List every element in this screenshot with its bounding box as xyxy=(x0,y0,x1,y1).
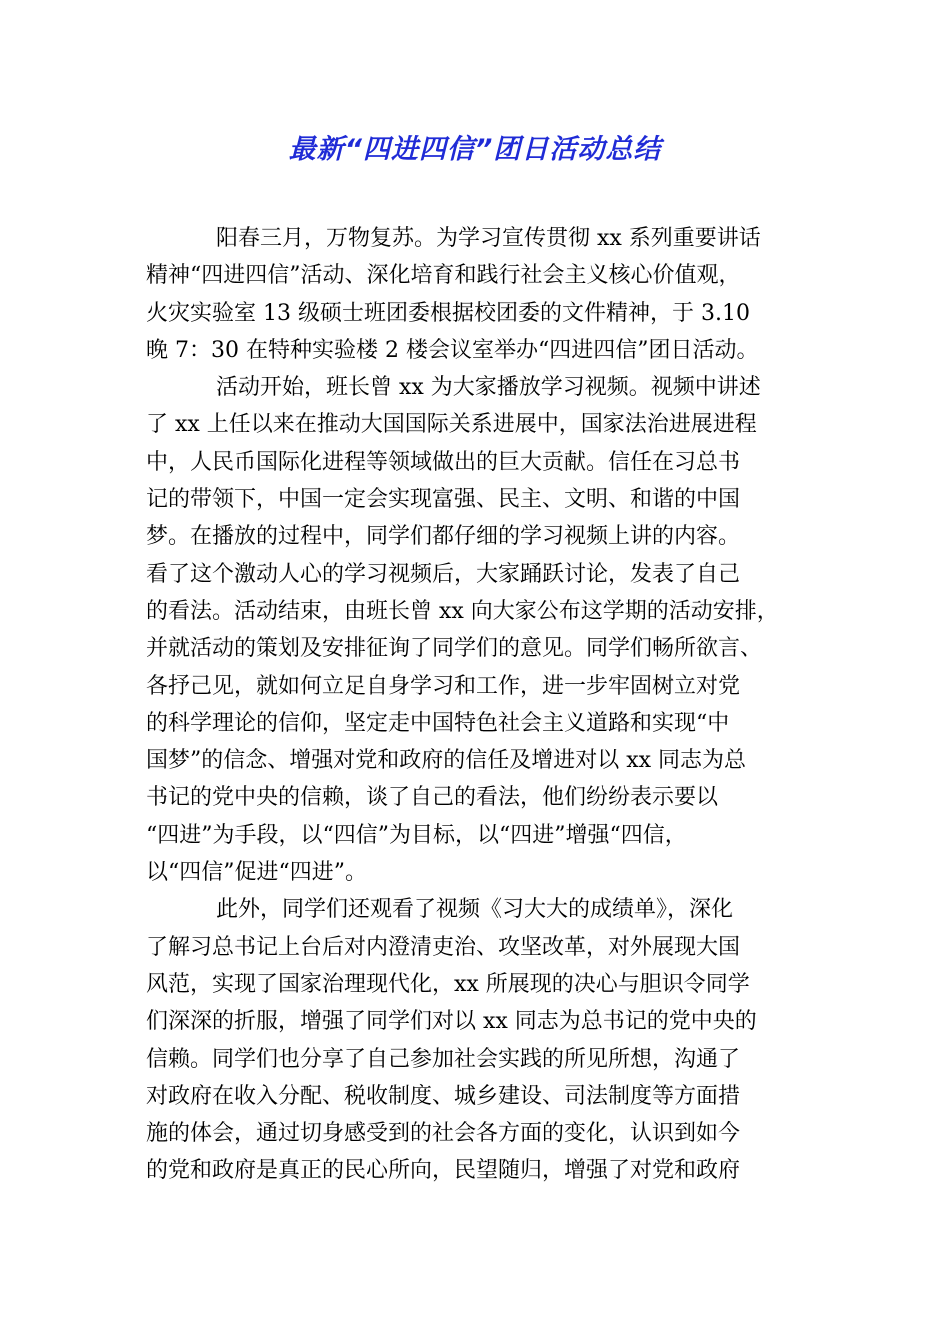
text-line: 国梦”的信念、增强对党和政府的信任及增进对以 xx 同志为总 xyxy=(146,748,747,774)
text-line: 对政府在收入分配、税收制度、城乡建设、司法制度等方面措 xyxy=(146,1083,741,1109)
text-line: 了解习总书记上台后对内澄清吏治、攻坚改革，对外展现大国 xyxy=(146,934,741,960)
text-line: 了 xx 上任以来在推动大国国际关系进展中，国家法治进展进程 xyxy=(146,412,757,438)
text-line: 并就活动的策划及安排征询了同学们的意见。同学们畅所欲言、 xyxy=(146,636,763,662)
text-line: 阳春三月，万物复苏。为学习宣传贯彻 xx 系列重要讲话 xyxy=(216,226,761,251)
text-line: 精神“四进四信”活动、深化培育和践行社会主义核心价值观， xyxy=(146,263,741,289)
text-line: 火灾实验室 13 级硕士班团委根据校团委的文件精神，于 3.10 xyxy=(146,300,750,326)
text-line: 书记的党中央的信赖，谈了自己的看法，他们纷纷表示要以 xyxy=(146,785,719,811)
text-line: 以“四信”促进“四进”。 xyxy=(146,860,367,886)
text-line: 们深深的折服，增强了同学们对以 xx 同志为总书记的党中央的 xyxy=(146,1009,757,1035)
text-line: 的看法。活动结束，由班长曾 xx 向大家公布这学期的活动安排， xyxy=(146,598,779,624)
document-body xyxy=(146,220,804,1190)
document-title: 最新“四进四信”团日活动总结 xyxy=(288,134,662,165)
text-line: 晚 7：30 在特种实验楼 2 楼会议室举办“四进四信”团日活动。 xyxy=(146,337,759,363)
text-line: 的党和政府是真正的民心所向，民望随归，增强了对党和政府 xyxy=(146,1158,741,1184)
text-line: 的科学理论的信仰，坚定走中国特色社会主义道路和实现“中 xyxy=(146,710,730,736)
text-line: 记的带领下，中国一定会实现富强、民主、文明、和谐的中国 xyxy=(146,487,741,513)
text-line: 活动开始，班长曾 xx 为大家播放学习视频。视频中讲述 xyxy=(216,375,761,401)
text-line: 风范，实现了国家治理现代化，xx 所展现的决心与胆识令同学 xyxy=(146,971,750,997)
text-line: 信赖。同学们也分享了自己参加社会实践的所见所想，沟通了 xyxy=(146,1046,741,1072)
text-line: “四进”为手段，以“四信”为目标，以“四进”增强“四信， xyxy=(146,822,687,848)
text-line: 中，人民币国际化进程等领域做出的巨大贡献。信任在习总书 xyxy=(146,449,741,475)
text-line: 施的体会，通过切身感受到的社会各方面的变化，认识到如今 xyxy=(146,1121,741,1147)
text-line: 看了这个激动人心的学习视频后，大家踊跃讨论，发表了自己 xyxy=(146,561,741,587)
text-line: 各抒己见，就如何立足自身学习和工作，进一步牢固树立对党 xyxy=(146,673,741,699)
text-line: 此外，同学们还观看了视频《习大大的成绩单》，深化 xyxy=(216,897,734,923)
text-line: 梦。在播放的过程中，同学们都仔细的学习视频上讲的内容。 xyxy=(146,524,741,550)
